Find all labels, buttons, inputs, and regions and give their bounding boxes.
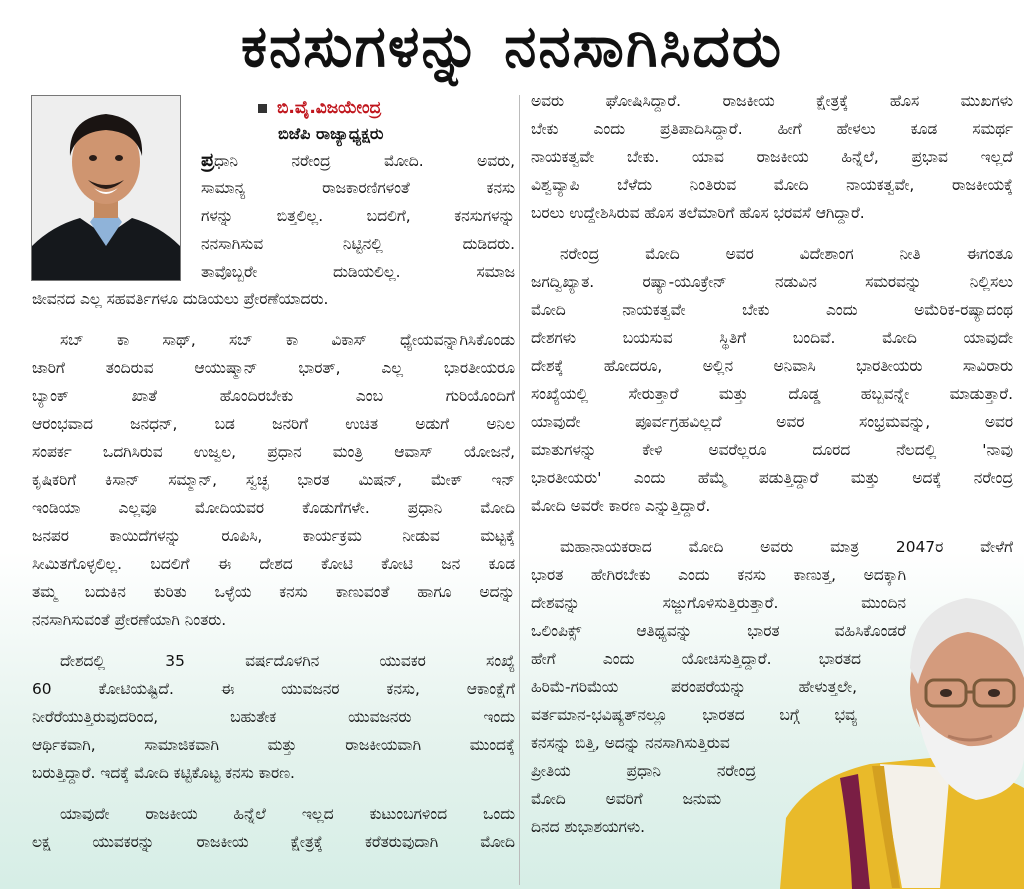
text-line: ಗಳನ್ನು ಬಿತ್ತಲಿಲ್ಲ. ಬದಲಿಗೆ, ಕನಸುಗಳನ್ನು bbox=[201, 207, 515, 225]
text-line: ವರ್ತಮಾನ-ಭವಿಷ್ಯತ್‌ನಲ್ಲೂ ಭಾರತದ ಬಗ್ಗೆ ಭವ್ಯ bbox=[531, 706, 857, 724]
text-line: ಹಿರಿಮೆ-ಗರಿಮೆಯ ಪರಂಪರೆಯನ್ನು ಹೇಳುತ್ತಲೇ, bbox=[531, 678, 857, 696]
text-line: ಜಗದ್ವಿಖ್ಯಾತ. ರಷ್ಯಾ-ಯೂಕ್ರೇನ್ ನಡುವಿನ ಸಮರವನ್ನು ನಿಲ್ಲಿಸಲು bbox=[531, 273, 1013, 291]
pm-portrait bbox=[780, 588, 1024, 889]
text-line: ದೇಶಕ್ಕೆ ಹೋದರೂ, ಅಲ್ಲಿನ ಅನಿವಾಸಿ ಭಾರತೀಯರು ಸಾವಿರಾರು bbox=[531, 357, 1013, 375]
text-line: ತಾವೊಬ್ಬರೇ ದುಡಿಯಲಿಲ್ಲ. ಸಮಾಜ bbox=[201, 263, 515, 281]
text-line: ದೇಶಗಳು ಬಯಸುವ ಸ್ಥಿತಿಗೆ ಬಂದಿವೆ. ಮೋದಿ ಯಾವುದೇ bbox=[531, 329, 1013, 347]
text-line: ದೇಶದಲ್ಲಿ 35 ವರ್ಷದೊಳಗಿನ ಯುವಕರ ಸಂಖ್ಯೆ bbox=[60, 652, 515, 670]
text-line bbox=[201, 147, 515, 174]
text-line: ಸೀಮಿತಗೊಳ್ಳಲಿಲ್ಲ. ಬದಲಿಗೆ ಈ ದೇಶದ ಕೋಟಿ ಕೋಟಿ ಜನ ಕೂಡ bbox=[32, 555, 515, 573]
text-line: ಜೀವನದ ಎಲ್ಲ ಸಹವರ್ತಿಗಳೂ ದುಡಿಯಲು ಪ್ರೇರಣೆಯಾದರು. bbox=[32, 290, 329, 308]
text-line: ಬ್ಯಾಂಕ್ ಖಾತೆ ಹೊಂದಿರಬೇಕು ಎಂಬ ಗುರಿಯೊಂದಿಗೆ bbox=[32, 387, 515, 405]
text-line: ಜಾರಿಗೆ ತಂದಿರುವ ಆಯುಷ್ಮಾನ್ ಭಾರತ್, ಎಲ್ಲ ಭಾರತೀಯರೂ bbox=[32, 359, 515, 377]
text-line: ಬರಲು ಉದ್ದೇಶಿಸಿರುವ ಹೊಸ ತಲೆಮಾರಿಗೆ ಹೊಸ ಭರವಸೆ ಆಗಿದ್ದಾರೆ. bbox=[531, 204, 865, 222]
text-line: ಸಂಪರ್ಕ ಒದಗಿಸಿರುವ ಉಜ್ವಲ, ಪ್ರಧಾನ ಮಂತ್ರಿ ಆವಾಸ್ ಯೋಜನೆ, bbox=[32, 443, 515, 461]
text-line: 60 ಕೋಟಿಯಷ್ಟಿದೆ. ಈ ಯುವಜನರ ಕನಸು, ಆಕಾಂಕ್ಷೆಗೆ bbox=[32, 680, 515, 698]
text-line: ಮೋದಿ ಅವರಿಗೆ ಜನುಮ bbox=[531, 790, 721, 808]
text-line: ಸಂಖ್ಯೆಯಲ್ಲಿ ಸೇರುತ್ತಾರೆ ಮತ್ತು ದೊಡ್ಡ ಹಬ್ಬವನ್ನೇ ಮಾಡುತ್ತಾರೆ. bbox=[531, 385, 1013, 403]
text-line: ಮೋದಿ ನಾಯಕತ್ವವೇ ಬೇಕು ಎಂದು ಅಮೆರಿಕ-ರಷ್ಯಾದಂಥ bbox=[531, 301, 1013, 319]
text-line: ನನಸಾಗಿಸುವ ನಿಟ್ಟಿನಲ್ಲಿ ದುಡಿದರು. bbox=[201, 235, 515, 253]
text-line: ದೇಶವನ್ನು ಸಜ್ಜುಗೊಳಿಸುತ್ತಿರುತ್ತಾರೆ. ಮುಂದಿನ bbox=[531, 594, 906, 612]
text-line: ಸಾಮಾನ್ಯ ರಾಜಕಾರಣಿಗಳಂತೆ ಕನಸು bbox=[201, 179, 515, 197]
text-line: ವಿಶ್ವವ್ಯಾಪಿ ಬೆಳೆದು ನಿಂತಿರುವ ಮೋದಿ ನಾಯಕತ್ವವೇ, ರಾಜಕೀಯಕ್ಕೆ bbox=[531, 176, 1013, 194]
text-line: ಪ್ರೀತಿಯ ಪ್ರಧಾನಿ ನರೇಂದ್ರ bbox=[531, 762, 756, 780]
column-divider bbox=[519, 95, 520, 885]
text-line: ಜನಪರ ಕಾಯಿದೆಗಳನ್ನು ರೂಪಿಸಿ, ಕಾರ್ಯಕ್ರಮ ನೀಡುವ ಮಟ್ಟಕ್ಕೆ bbox=[32, 527, 515, 545]
text-line: ಮೋದಿ ಅವರೇ ಕಾರಣ ಎನ್ನುತ್ತಿದ್ದಾರೆ. bbox=[531, 497, 711, 515]
text-line: ನಾಯಕತ್ವವೇ ಬೇಕು. ಯಾವ ರಾಜಕೀಯ ಹಿನ್ನೆಲೆ, ಪ್ರಭಾವ ಇಲ್ಲದೆ bbox=[531, 148, 1013, 166]
text-line: ಮಹಾನಾಯಕರಾದ ಮೋದಿ ಅವರು ಮಾತ್ರ 2047ರ ವೇಳೆಗೆ bbox=[560, 538, 1013, 556]
text-line: ದಿನದ ಶುಭಾಶಯಗಳು. bbox=[531, 818, 645, 836]
text-line: ಯಾವುದೇ ಪೂರ್ವಗ್ರಹವಿಲ್ಲದೆ ಅವರ ಸಂಭ್ರಮವನ್ನು, ಅವರ bbox=[531, 413, 1013, 431]
text-line: ಇಂಡಿಯಾ ಎಲ್ಲವೂ ಮೋದಿಯವರ ಕೊಡುಗೆಗಳೇ. ಪ್ರಧಾನಿ ಮೋದಿ bbox=[32, 499, 515, 517]
text-line-rest: ಧಾನಿ ನರೇಂದ್ರ ಮೋದಿ. ಅವರು, bbox=[214, 152, 515, 170]
text-line: ಅವರು ಘೋಷಿಸಿದ್ದಾರೆ. ರಾಜಕೀಯ ಕ್ಷೇತ್ರಕ್ಕೆ ಹೊಸ ಮುಖಗಳು bbox=[531, 92, 1013, 110]
text-line: ಭಾರತ ಹೇಗಿರಬೇಕು ಎಂದು ಕನಸು ಕಾಣುತ್ತ, ಅದಕ್ಕಾಗಿ bbox=[531, 566, 906, 584]
text-line: ಯಾವುದೇ ರಾಜಕೀಯ ಹಿನ್ನೆಲೆ ಇಲ್ಲದ ಕುಟುಂಬಗಳಿಂದ ಒಂದು bbox=[60, 805, 515, 823]
drop-cap: ಪ್ರ bbox=[201, 149, 215, 171]
author-photo bbox=[31, 95, 181, 281]
author-name-text: ಬಿ.ವೈ.ವಿಜಯೇಂದ್ರ bbox=[277, 98, 382, 118]
bullet-square-icon bbox=[258, 104, 267, 113]
text-line: ಮಾತುಗಳನ್ನು ಕೇಳಿ ಅವರೆಲ್ಲರೂ ದೂರದ ನೆಲದಲ್ಲಿ 'ನಾವು bbox=[531, 441, 1013, 459]
author-name bbox=[258, 96, 381, 120]
text-line: ನರೇಂದ್ರ ಮೋದಿ ಅವರ ವಿದೇಶಾಂಗ ನೀತಿ ಈಗಂತೂ bbox=[560, 245, 1013, 263]
headline: ಕನಸುಗಳನ್ನು ನನಸಾಗಿಸಿದರು bbox=[240, 12, 784, 80]
text-line: ಲಕ್ಷ ಯುವಕರನ್ನು ರಾಜಕೀಯ ಕ್ಷೇತ್ರಕ್ಕೆ ಕರೆತರುವುದಾಗಿ ಮೋದಿ bbox=[32, 833, 515, 851]
author-role: ಬಿಜೆಪಿ ರಾಜ್ಯಾಧ್ಯಕ್ಷರು bbox=[278, 124, 384, 143]
text-line: ಕೃಷಿಕರಿಗೆ ಕಿಸಾನ್ ಸಮ್ಮಾನ್, ಸ್ವಚ್ಛ ಭಾರತ ಮಿಷನ್, ಮೇಕ್ ಇನ್ bbox=[32, 471, 515, 489]
text-line: ನನಸಾಗಿಸುವಂತೆ ಪ್ರೇರಣೆಯಾಗಿ ನಿಂತರು. bbox=[32, 611, 227, 629]
text-line: ಬೇಕು ಎಂದು ಪ್ರತಿಪಾದಿಸಿದ್ದಾರೆ. ಹೀಗೆ ಹೇಳಲು ಕೂಡ ಸಮರ್ಥ bbox=[531, 120, 1013, 138]
text-line: ಆರಂಭವಾದ ಜನಧನ್, ಬಡ ಜನರಿಗೆ ಉಚಿತ ಅಡುಗೆ ಅನಿಲ bbox=[32, 415, 515, 433]
text-line: ಬರುತ್ತಿದ್ದಾರೆ. ಇದಕ್ಕೆ ಮೋದಿ ಕಟ್ಟಿಕೊಟ್ಟ ಕನಸು ಕಾರಣ. bbox=[32, 764, 295, 782]
text-line: ನೀರೆರೆಯುತ್ತಿರುವುದರಿಂದ, ಬಹುತೇಕ ಯುವಜನರು ಇಂದು bbox=[32, 708, 515, 726]
text-line: ಕನಸನ್ನು ಬಿತ್ತಿ, ಅದನ್ನು ನನಸಾಗಿಸುತ್ತಿರುವ bbox=[531, 734, 730, 752]
text-line: ಆರ್ಥಿಕವಾಗಿ, ಸಾಮಾಜಿಕವಾಗಿ ಮತ್ತು ರಾಜಕೀಯವಾಗಿ ಮುಂದಕ್ಕೆ bbox=[32, 736, 515, 754]
text-line: ಭಾರತೀಯರು' ಎಂದು ಹೆಮ್ಮೆ ಪಡುತ್ತಿದ್ದಾರೆ ಮತ್ತು ಅದಕ್ಕೆ ನರೇಂದ್ರ bbox=[531, 469, 1013, 487]
text-line: ಹೇಗೆ ಎಂದು ಯೋಚಿಸುತ್ತಿದ್ದಾರೆ. ಭಾರತದ bbox=[531, 650, 861, 668]
text-line: ಸಬ್ ಕಾ ಸಾಥ್, ಸಬ್ ಕಾ ವಿಕಾಸ್ ಧ್ಯೇಯವನ್ನಾಗಿಸಿಕೊಂಡು bbox=[60, 331, 515, 349]
text-line: ತಮ್ಮ ಬದುಕಿನ ಕುರಿತು ಒಳ್ಳೆಯ ಕನಸು ಕಾಣುವಂತೆ ಹಾಗೂ ಅದನ್ನು bbox=[32, 583, 515, 601]
text-line: ಒಲಿಂಪಿಕ್ಸ್ ಆತಿಥ್ಯವನ್ನು ಭಾರತ ವಹಿಸಿಕೊಂಡರೆ bbox=[531, 622, 906, 640]
